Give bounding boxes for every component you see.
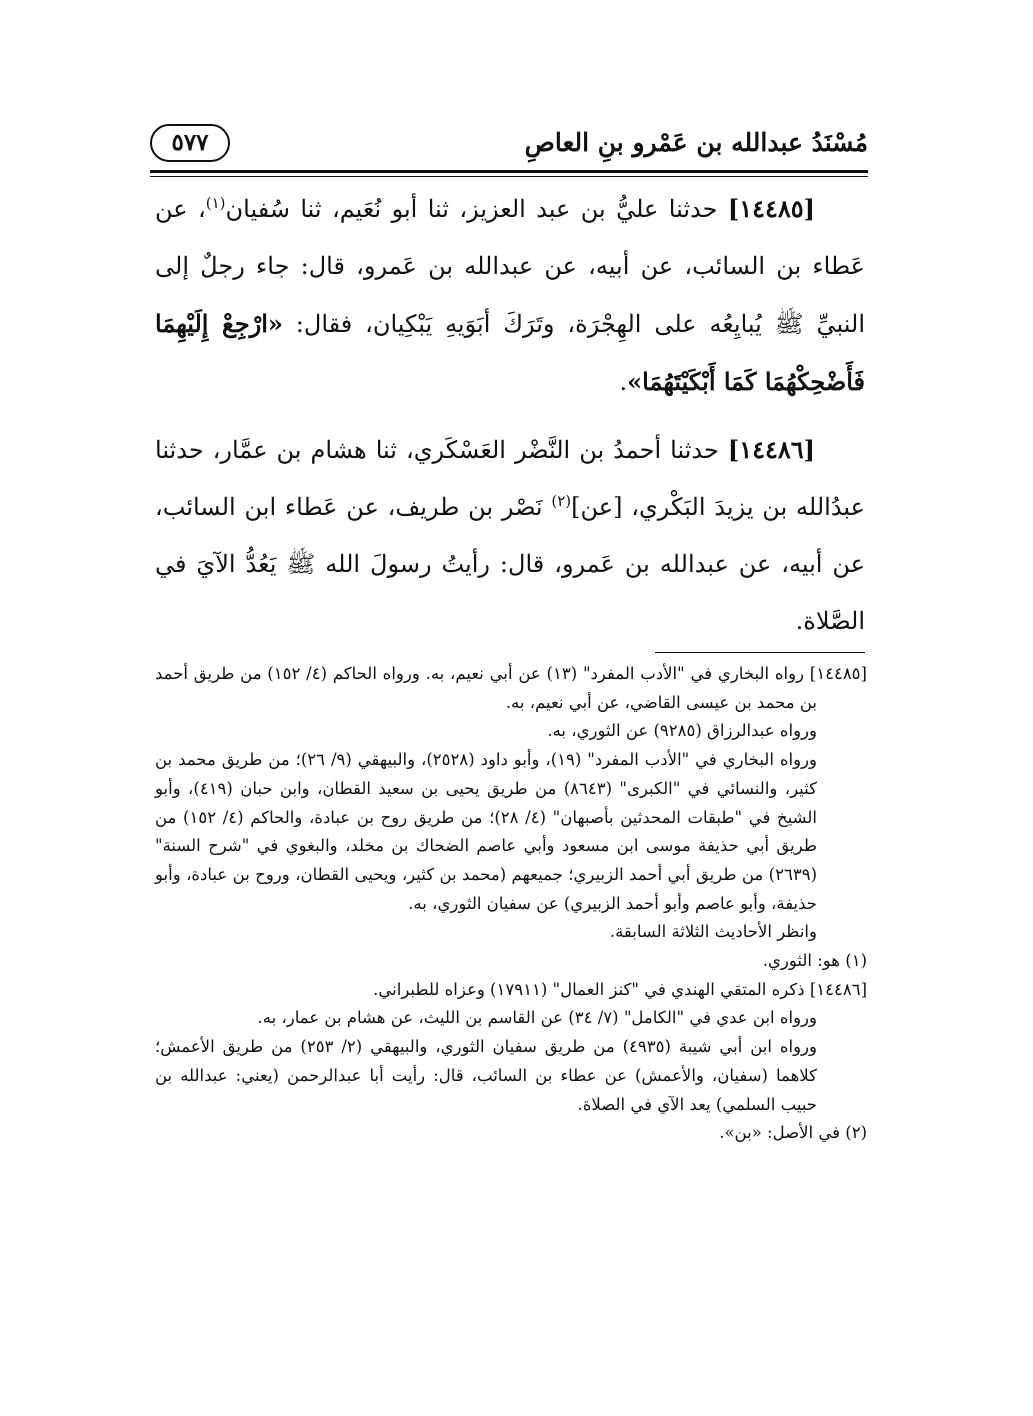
- hadith-14485: [155, 180, 865, 411]
- footnote-text: ذكره المتقي الهندي في "كنز العمال" (١٧٩١١) وعزاه للطبراني.: [373, 979, 810, 999]
- footnote-line: ورواه البخاري في "الأدب المفرد" (١٩)، وأبو داود (٢٥٢٨)، والبيهقي (٩/ ٢٦)؛ من طريق محمد بن كثير، والنسائي في "الكبرى" (٨٦٤٣) من طريق يحيى بن سعيد القطان، وابن حبان (٤١٩)، وأبو الشيخ في "طبقات المحدثين بأصبهان" (٤/ ٢٨)؛ من طريق روح بن عبادة، والحاكم (٤/ ١٥٢) من طريق أبي حذيفة موسى ابن مسعود وأبي عاصم الضحاك بن مخلد، والبغوي في "شرح السنة" (٢٦٣٩) من طريق أبي أحمد الزبيري؛ جميعهم (محمد بن كثير، ويحيى القطان، وروح بن عبادة، وأبو حذيفة، وأبو عاصم وأبو أحمد الزبيري) عن سفيان الثوري، به.: [155, 750, 817, 913]
- footnote-number: [١٤٤٨٥]: [809, 664, 867, 683]
- takhrij-14486: [155, 976, 867, 1005]
- page-header: [150, 122, 868, 172]
- hadith-text: حدثنا عليُّ بن عبد العزيز، ثنا أبو نُعَيم، ثنا سُفيان: [225, 195, 728, 223]
- footnote-number: (٢): [845, 1123, 867, 1143]
- footnote-text: رواه البخاري في "الأدب المفرد" (١٣) عن أبي نعيم، به. ورواه الحاكم (٤/ ١٥٢) من طريق أحمد بن محمد بن عيسى القاضي، عن أبي نعيم، به.: [155, 664, 817, 712]
- takhrij-14485: [155, 660, 867, 717]
- footnote-number: [١٤٤٨٦]: [809, 979, 867, 999]
- main-text: [155, 180, 865, 660]
- hadith-number: [١٤٤٨٦]: [727, 435, 815, 464]
- footnotes: [155, 660, 867, 1148]
- footnote-number: (١): [845, 951, 867, 971]
- hadith-end: .: [619, 368, 628, 396]
- header-rule-thin: [150, 176, 868, 177]
- footnote-line: ورواه عبدالرزاق (٩٢٨٥) عن الثوري، به.: [547, 721, 817, 741]
- footnote-separator: [655, 652, 865, 653]
- header-rule-thick: [150, 170, 868, 173]
- hadith-number: [١٤٤٨٥]: [727, 194, 815, 223]
- footnote-2: [155, 1119, 867, 1148]
- prophetic-quote: «ارْجِعْ إِلَيْهِمَا فَأَضْحِكْهُمَا كَمَا أَبْكَيْتَهُمَا»: [155, 309, 865, 396]
- running-title: مُسْنَدُ عبدالله بن عَمْرو بنِ العاصِ: [524, 128, 868, 157]
- hadith-text: ، عن عَطاء بن السائب، عن أبيه، عن عبدالله بن عَمرو، قال: جاء رجلٌ إلى النبيِّ ﷺ يُبايِعُه على الهِجْرَة، وتَرَكَ أبَوَيهِ يَبْكِيان، فقال:: [155, 195, 866, 338]
- footnote-line: ورواه ابن عدي في "الكامل" (٧/ ٣٤) عن القاسم بن الليث، عن هشام بن عمار، به.: [257, 1008, 817, 1028]
- footnote-text: هو: الثوري.: [762, 951, 846, 971]
- hadith-14486: [155, 421, 865, 650]
- footnote-1: [155, 947, 867, 976]
- footnote-line: وانظر الأحاديث الثلاثة السابقة.: [609, 922, 817, 942]
- hadith-text: نَصْر بن طريف، عن عَطاء ابن السائب، عن أبيه، عن عبدالله بن عَمرو، قال: رأيتُ رسولَ الله ﷺ يَعُدُّ الآيَ في الصَّلاة.: [155, 493, 865, 635]
- footnote-marker: (٢): [551, 492, 572, 510]
- hadith-text: حدثنا أحمدُ بن النَّضْر العَسْكَري، ثنا هشام بن عمَّار، حدثنا عبدُالله بن يزيدَ البَكْري، [عن]: [155, 436, 865, 521]
- footnote-marker: (١): [205, 194, 226, 212]
- footnote-text: في الأصل: «بن».: [719, 1123, 846, 1143]
- page-number-badge: ٥٧٧: [150, 124, 230, 162]
- footnote-line: ورواه ابن أبي شيبة (٤٩٣٥) من طريق سفيان الثوري، والبيهقي (٢/ ٢٥٣) من طريق الأعمش؛ كلاهما (سفيان، والأعمش) عن عطاء بن السائب، قال: رأيت أبا عبدالرحمن (يعني: عبدالله بن حبيب السلمي) يعد الآي في الصلاة.: [155, 1037, 817, 1114]
